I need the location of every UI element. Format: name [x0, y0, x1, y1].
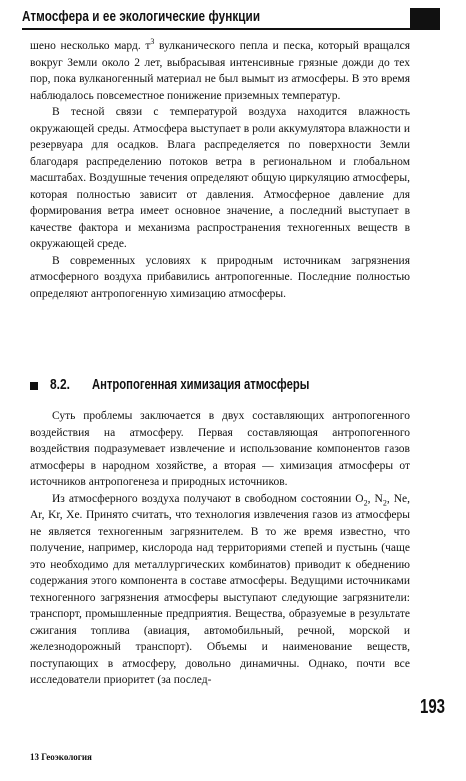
- text-run: , N: [367, 492, 383, 505]
- text-run: , Ne, Ar, Kr, Xe. Принято считать, что технология извлечения газов из атмосферы не является техногенным загрязнителем. В то же время известно, что получение, например, кислорода над территориями степей и пустынь (чаще это необходимо для металлургических комбинатов) приводит к обеднению содержания этого компонента в составе атмосферы. Ведущими источниками техногенного загрязнения атмосферы выступают следующие загрязнители: транспорт, промышленные предприятия. Вещества, образуемые в результате сжигания топлива (авиация, автомобильный, речной, морской и железнодорожный транспорт). Объемы и наименование веществ, поступающих в атмосферу, довольно динамичны. Однако, почти все исследователи приоритет (за послед-: [30, 492, 410, 686]
- paragraph: [30, 38, 410, 104]
- paragraph: В современных условиях к природным источникам загрязнения атмосферного воздуха прибавились антропогенные. Последние полностью определяют антропогенную химизацию атмосферы.: [30, 254, 410, 300]
- subscript: 2: [382, 497, 387, 507]
- paragraph: В тесной связи с температурой воздуха находится влажность окружающей среды. Атмосфера выступает в роли аккумулятора влажности и резервуара для осадков. Влага распределяется по поверхности Земли благодаря распределению потоков ветра в региональном и глобальном масштабах. Воздушные течения определяют общую циркуляцию атмосферы, которая полностью зависит от давления. Атмосферное давление для формирования ветра имеет основное значение, а последний выступает в качестве фактора и механизма распространения техногенных веществ в окружающей среде.: [30, 106, 410, 250]
- text-run: вулканического пепла и песка, который вращался вокруг Земли около 2 лет, выбрасывая интенсивные грязные дожди до тех пор, пока вулканогенный материал не был вымыт из атмосферы. В это время наблюдалось повсеместное понижение приземных температур.: [30, 40, 410, 102]
- text-run: Из атмосферного воздуха получают в свободном состоянии O: [52, 492, 364, 505]
- header-marker-block: [410, 8, 440, 28]
- chapter-title: Атмосфера и ее экологические функции: [22, 8, 261, 25]
- superscript: 3: [150, 37, 155, 47]
- paragraph: Суть проблемы заключается в двух составляющих антропогенного воздействия на атмосферу. Первая составляющая антропогенного воздействия подразумевает извлечение и использование компонентов газов атмосферы в народном хозяйстве, а вторая — химизация атмосферы от источников антропогенеза и природных источников.: [30, 410, 410, 488]
- section-heading: [30, 377, 410, 399]
- paragraph: [30, 491, 410, 689]
- intro-text: [30, 38, 410, 302]
- subscript: 2: [363, 497, 368, 507]
- footer-signature: 13 Геоэкология: [30, 752, 92, 762]
- square-bullet-icon: [30, 382, 38, 390]
- page-number: 193: [420, 696, 446, 718]
- section-number: 8.2.: [50, 376, 71, 393]
- section-title: Антропогенная химизация атмосферы: [92, 376, 310, 393]
- section-body: [30, 408, 410, 689]
- text-run: шено несколько мард. т: [30, 40, 151, 52]
- running-header: [22, 8, 440, 30]
